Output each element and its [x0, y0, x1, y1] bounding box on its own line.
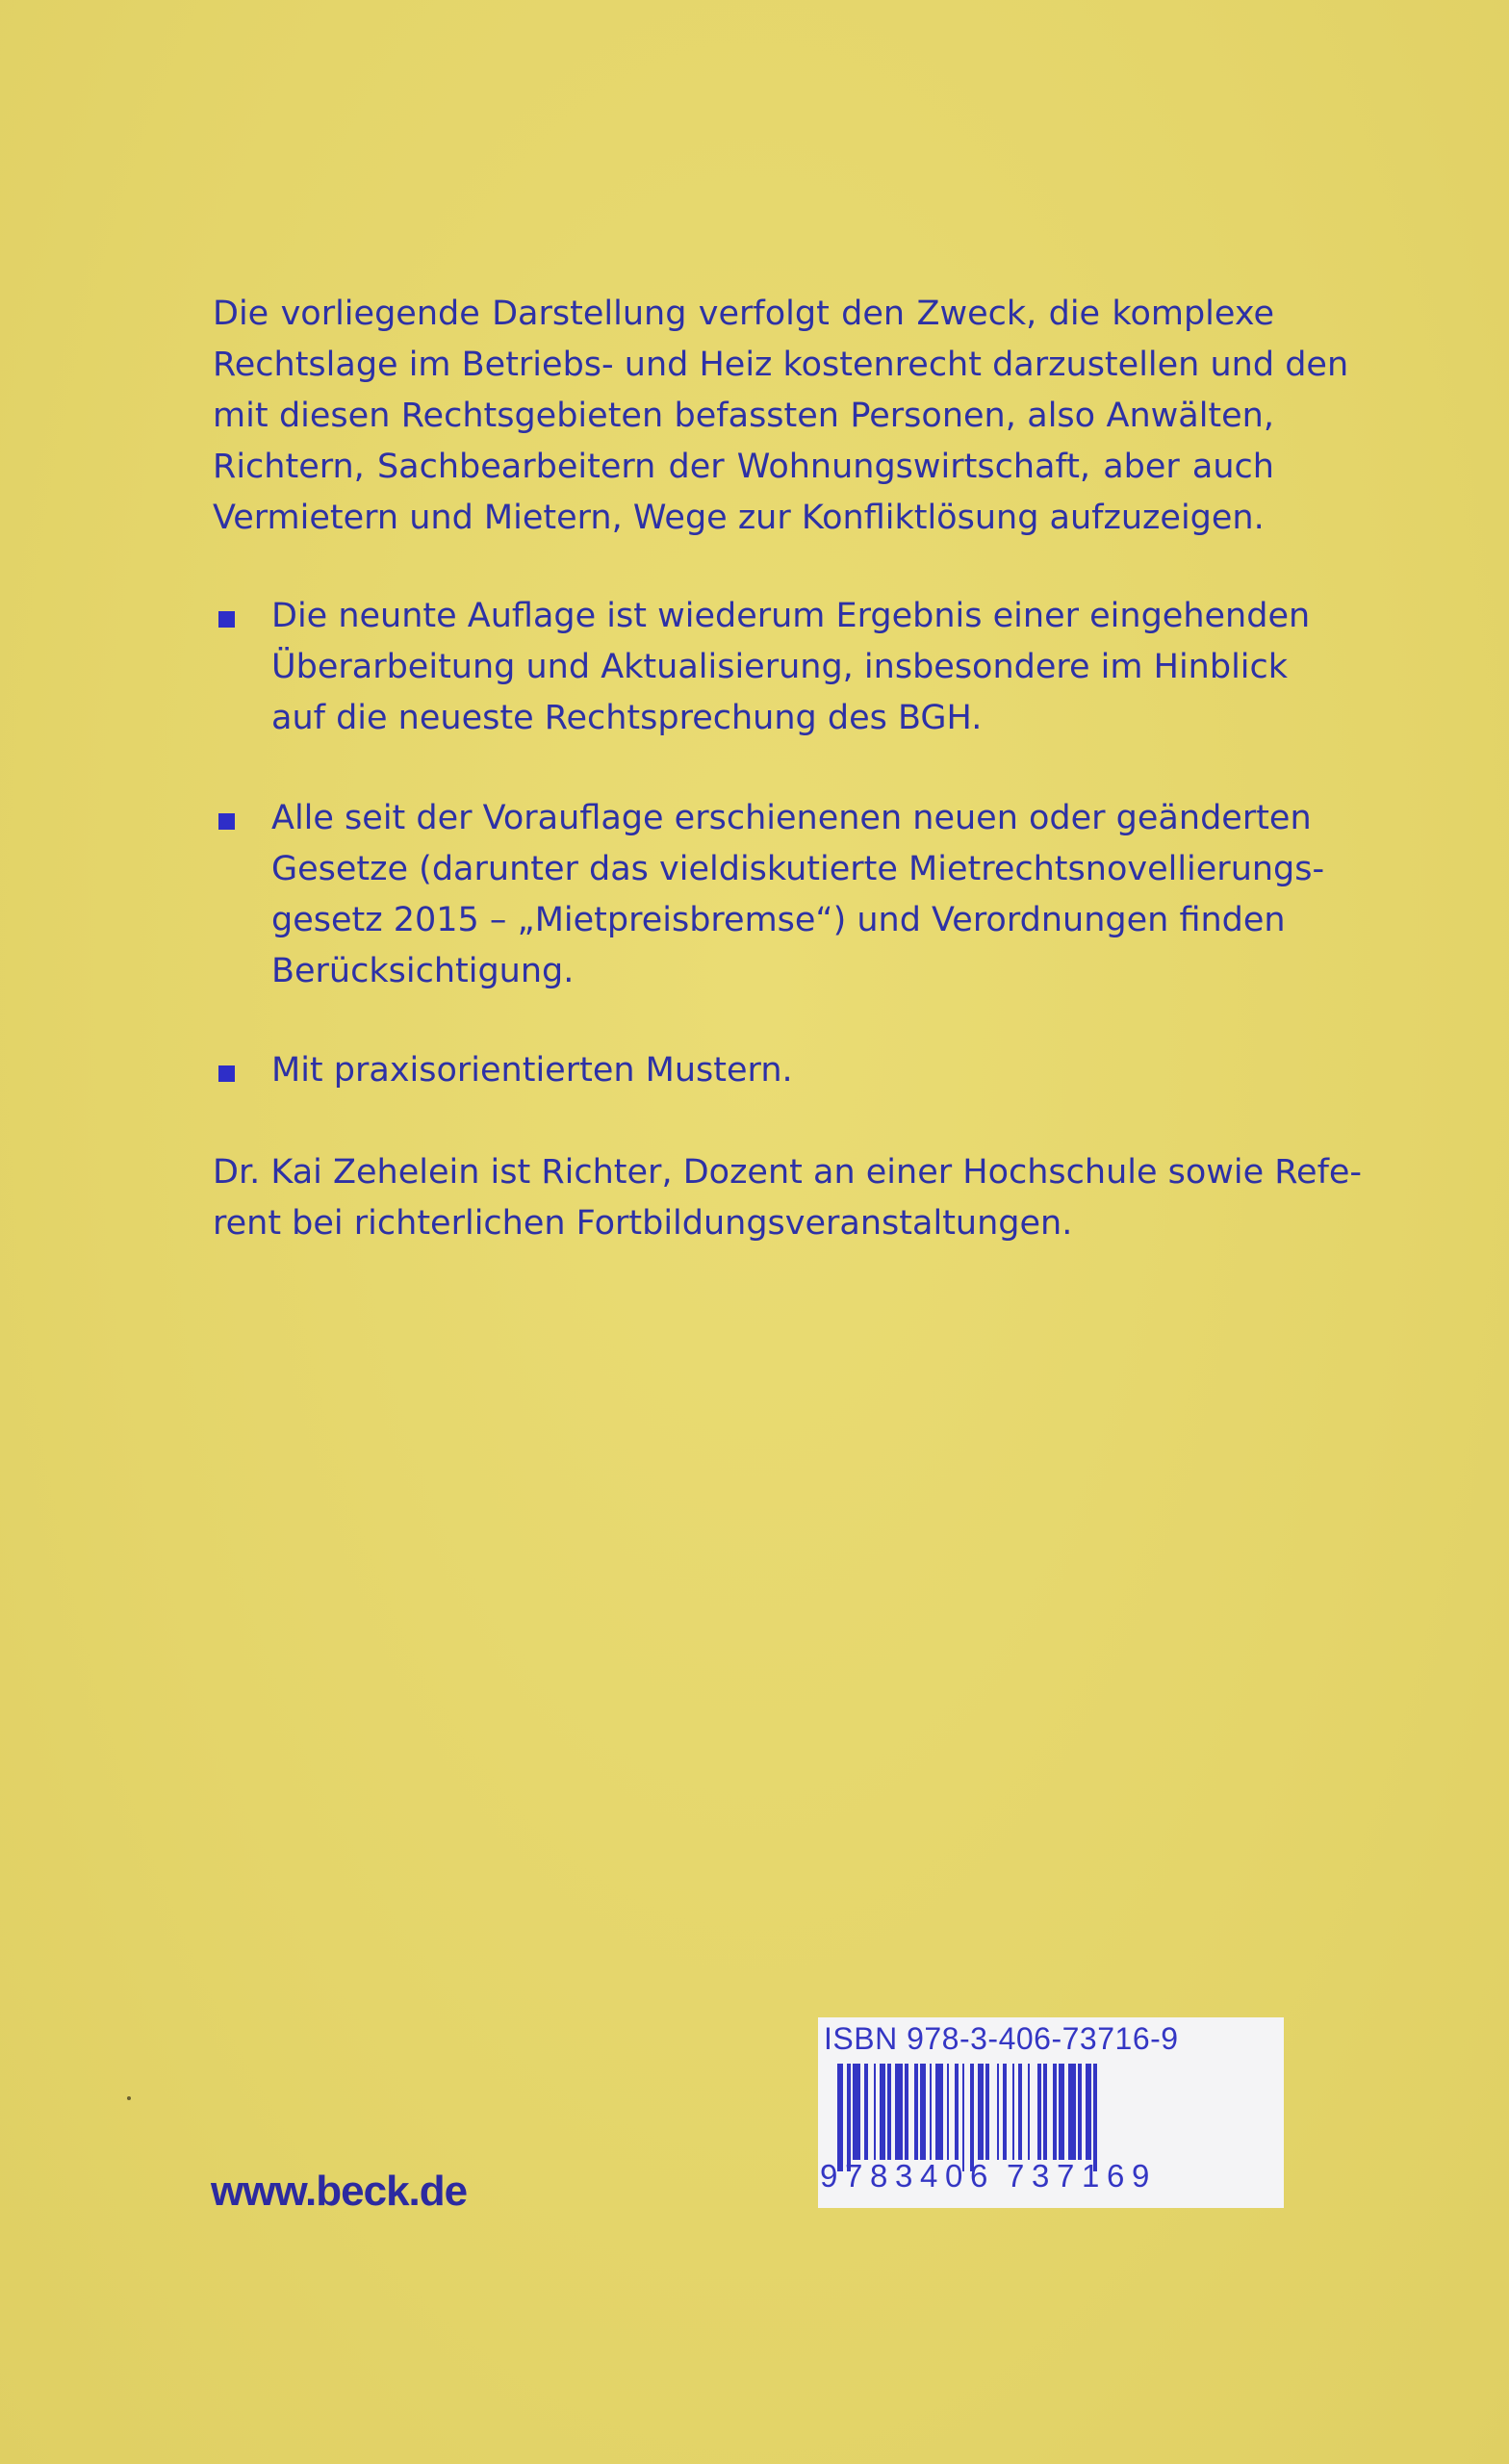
barcode-bar	[1043, 2064, 1047, 2160]
barcode-digit: 0	[945, 2158, 963, 2194]
bullet-line: Alle seit der Vorauflage erschienenen neuen oder geänderten	[271, 799, 1312, 837]
barcode-bar	[1018, 2064, 1022, 2160]
barcode-bar	[947, 2064, 949, 2160]
speck-mark	[127, 2096, 131, 2100]
barcode-digit: 1	[1082, 2158, 1100, 2194]
barcode-bar	[1053, 2064, 1057, 2160]
isbn-barcode	[818, 2017, 1284, 2208]
intro-line: Die vorliegende Darstellung verfolgt den Zweck, die komplexe	[213, 295, 1274, 333]
barcode-bar	[1037, 2064, 1041, 2160]
barcode-bar	[985, 2064, 989, 2160]
author-line: rent bei richterlichen Fortbildungsveranstaltungen.	[213, 1204, 1073, 1243]
barcode-digit: 7	[1007, 2158, 1025, 2194]
bullet-line: gesetz 2015 – „Mietpreisbremse“) und Verordnungen finden	[271, 901, 1286, 939]
barcode-bar	[1086, 2064, 1091, 2160]
isbn-label: ISBN 978-3-406-73716-9	[824, 2021, 1179, 2056]
barcode-digit: 7	[845, 2158, 863, 2194]
barcode-bar	[920, 2064, 926, 2160]
barcode-digit: 9	[1132, 2158, 1150, 2194]
barcode-bar	[853, 2064, 860, 2160]
barcode-bar	[887, 2064, 891, 2160]
barcode-bar	[895, 2064, 903, 2160]
barcode-bar	[997, 2064, 999, 2160]
bullet-line: auf die neueste Rechtsprechung des BGH.	[271, 699, 983, 737]
barcode-bar	[1003, 2064, 1007, 2160]
square-bullet-icon	[218, 1065, 235, 1082]
bullet-line: Mit praxisorientierten Mustern.	[271, 1051, 793, 1090]
barcode-bar	[955, 2064, 959, 2160]
bullet-line: Gesetze (darunter das vieldiskutierte Mietrechtsnovellierungs-	[271, 850, 1325, 888]
barcode-bar	[1059, 2064, 1064, 2160]
barcode-bar	[837, 2064, 843, 2171]
square-bullet-icon	[218, 611, 235, 628]
barcode-bar	[930, 2064, 932, 2160]
barcode-bar	[1012, 2064, 1014, 2160]
barcode-bar	[874, 2064, 876, 2160]
barcode-bar	[970, 2064, 974, 2171]
barcode-bar	[864, 2064, 868, 2160]
barcode-bar	[880, 2064, 885, 2160]
author-line: Dr. Kai Zehelein ist Richter, Dozent an einer Hochschule sowie Refe-	[213, 1153, 1363, 1192]
barcode-bar	[914, 2064, 918, 2160]
barcode-digit: 6	[970, 2158, 988, 2194]
barcode-bar	[1078, 2064, 1082, 2160]
barcode-bar	[978, 2064, 984, 2160]
barcode-bar	[847, 2064, 851, 2171]
barcode-digit: 9	[820, 2158, 838, 2194]
square-bullet-icon	[218, 813, 235, 830]
barcode-bar	[962, 2064, 964, 2171]
intro-line: Richtern, Sachbearbeitern der Wohnungswirtschaft, aber auch	[213, 448, 1274, 486]
barcode-digits	[818, 2158, 1284, 2200]
barcode-bar	[1028, 2064, 1030, 2160]
publisher-website: www.beck.de	[211, 2168, 468, 2215]
bullet-line: Überarbeitung und Aktualisierung, insbesondere im Hinblick	[271, 648, 1289, 686]
intro-line: Vermietern und Mietern, Wege zur Konfliktlösung aufzuzeigen.	[213, 499, 1265, 537]
barcode-bar	[905, 2064, 908, 2160]
barcode-digit: 6	[1107, 2158, 1125, 2194]
bullet-line: Die neunte Auflage ist wiederum Ergebnis einer eingehenden	[271, 597, 1311, 635]
barcode-digit: 7	[1057, 2158, 1075, 2194]
barcode-bar	[935, 2064, 943, 2160]
intro-paragraph	[213, 289, 1349, 544]
barcode-digit: 3	[1032, 2158, 1050, 2194]
barcode-bar	[1093, 2064, 1097, 2171]
barcode-bar	[1068, 2064, 1076, 2160]
bullet-line: Berücksichtigung.	[271, 952, 575, 990]
intro-line: Rechtslage im Betriebs- und Heiz kostenrecht darzustellen und den	[213, 346, 1349, 384]
barcode-digit: 4	[920, 2158, 938, 2194]
barcode-digit: 8	[870, 2158, 888, 2194]
author-bio	[213, 1147, 1363, 1249]
intro-line: mit diesen Rechtsgebieten befassten Personen, also Anwälten,	[213, 397, 1274, 435]
barcode-digit: 3	[895, 2158, 913, 2194]
